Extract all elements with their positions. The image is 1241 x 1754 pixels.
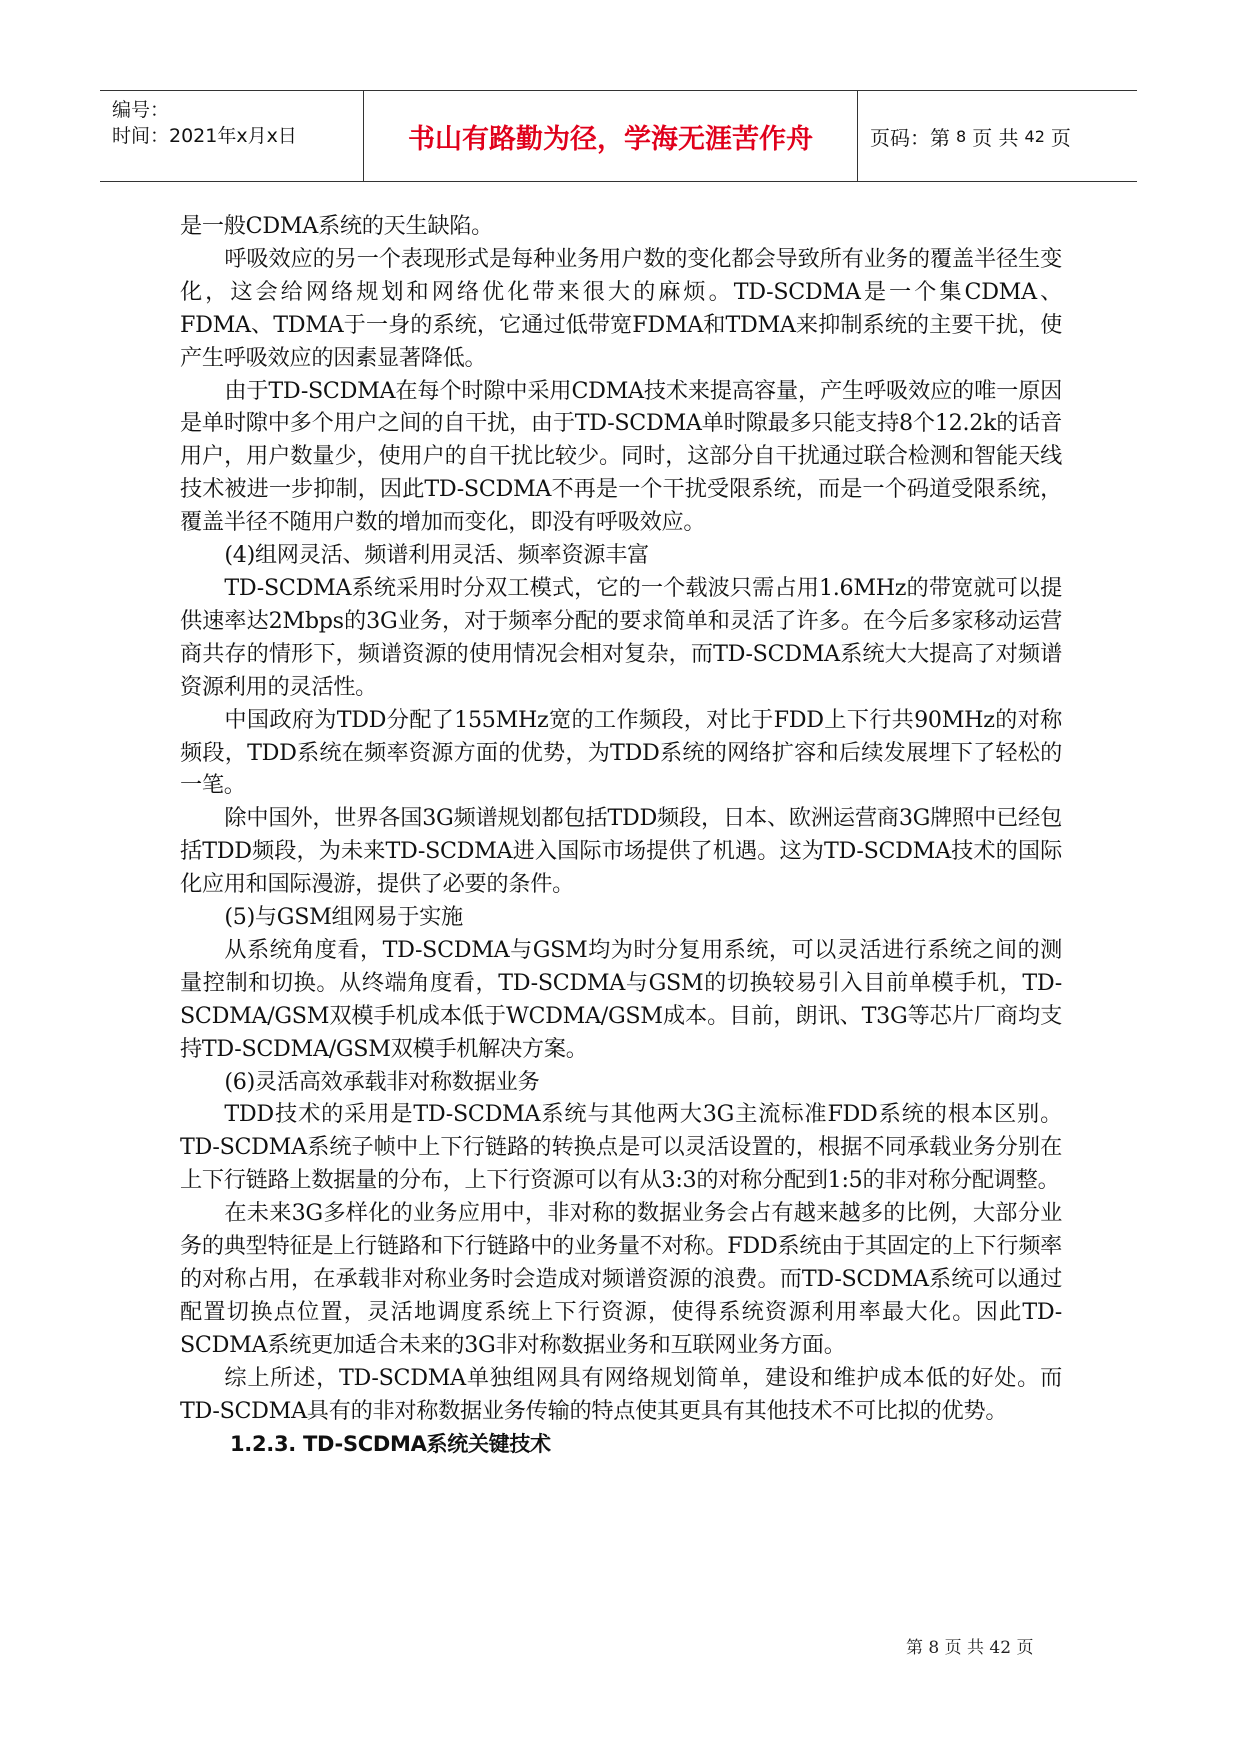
header-page-info [858,91,1137,181]
body-paragraph: 综上所述，TD-SCDMA单独组网具有网络规划简单，建设和维护成本低的好处。而TD-SCDMA具有的非对称数据业务传输的特点使其更具有其他技术不可比拟的优势。 [180,1364,1062,1424]
subsection-title: (6)灵活高效承载非对称数据业务 [224,1068,540,1095]
header-motto: 书山有路勤为径，学海无涯苦作舟 [364,91,858,181]
subsection-title: (5)与GSM组网易于实施 [224,904,463,931]
header-meta [100,91,364,181]
document-time-label: 时间：2021年x月x日 [112,125,297,147]
body-paragraph: 由于TD-SCDMA在每个时隙中采用CDMA技术来提高容量，产生呼吸效应的唯一原因是单时隙中多个用户之间的自干扰，由于TD-SCDMA单时隙最多只能支持8个12.2k的话音用户，用户数量少，使用户的自干扰比较少。同时，这部分自干扰通过联合检测和智能天线技术被进一步抑制，因此TD-SCDMA不再是一个干扰受限系统，而是一个码道受限系统，覆盖半径不随用户数的增加而变化，即没有呼吸效应。 [180,377,1062,536]
page-prefix: 页码：第 [870,125,950,150]
body-paragraph: 呼吸效应的另一个表现形式是每种业务用户数的变化都会导致所有业务的覆盖半径生变化，这会给网络规划和网络优化带来很大的麻烦。TD-SCDMA是一个集CDMA、FDMA、TDMA于一身的系统，它通过低带宽FDMA和TDMA来抑制系统的主要干扰，使产生呼吸效应的因素显著降低。 [180,245,1062,371]
body-paragraph: 中国政府为TDD分配了155MHz宽的工作频段，对比于FDD上下行共90MHz的对称频段，TDD系统在频率资源方面的优势，为TDD系统的网络扩容和后续发展埋下了轻松的一笔。 [180,706,1062,799]
body-paragraph: 从系统角度看，TD-SCDMA与GSM均为时分复用系统，可以灵活进行系统之间的测量控制和切换。从终端角度看，TD-SCDMA与GSM的切换较易引入目前单模手机，TD-SCDMA/GSM双模手机成本低于WCDMA/GSM成本。目前，朗讯、T3G等芯片厂商均支持TD-SCDMA/GSM双模手机解决方案。 [180,936,1062,1062]
subsection-title: (4)组网灵活、频谱利用灵活、频率资源丰富 [224,542,649,569]
document-number-label: 编号： [112,99,170,121]
document-body [180,210,1062,1460]
body-paragraph: 除中国外，世界各国3G频谱规划都包括TDD频段，日本、欧洲运营商3G牌照中已经包括TDD频段，为未来TD-SCDMA进入国际市场提供了机遇。这为TD-SCDMA技术的国际化应用和国际漫游，提供了必要的条件。 [180,805,1062,898]
page-mid: 页 共 [972,125,1019,150]
body-paragraph: 是一般CDMA系统的天生缺陷。 [180,213,494,239]
body-paragraph: 在未来3G多样化的业务应用中，非对称的数据业务会占有越来越多的比例，大部分业务的典型特征是上行链路和下行链路中的业务量不对称。FDD系统由于其固定的上下行频率的对称占用，在承载非对称业务时会造成对频谱资源的浪费。而TD-SCDMA系统可以通过配置切换点位置，灵活地调度系统上下行资源，使得系统资源利用率最大化。因此TD-SCDMA系统更加适合未来的3G非对称数据业务和互联网业务方面。 [180,1200,1062,1358]
page-suffix: 页 [1050,125,1071,150]
body-paragraph: TDD技术的采用是TD-SCDMA系统与其他两大3G主流标准FDD系统的根本区别。TD-SCDMA系统子帧中上下行链路的转换点是可以灵活设置的，根据不同承载业务分别在上下行链路上数据量的分布，上下行资源可以有从3:3的对称分配到1:5的非对称分配调整。 [180,1101,1062,1194]
page-footer: 第 8 页 共 42 页 [906,1638,1034,1658]
section-heading: 1.2.3. TD-SCDMA系统关键技术 [230,1431,551,1456]
page-current: 8 [956,126,967,146]
page-total: 42 [1024,126,1045,146]
page-header [100,90,1137,182]
body-paragraph: TD-SCDMA系统采用时分双工模式，它的一个载波只需占用1.6MHz的带宽就可以提供速率达2Mbps的3G业务，对于频率分配的要求简单和灵活了许多。在今后多家移动运营商共存的情形下，频谱资源的使用情况会相对复杂，而TD-SCDMA系统大大提高了对频谱资源利用的灵活性。 [180,574,1062,700]
